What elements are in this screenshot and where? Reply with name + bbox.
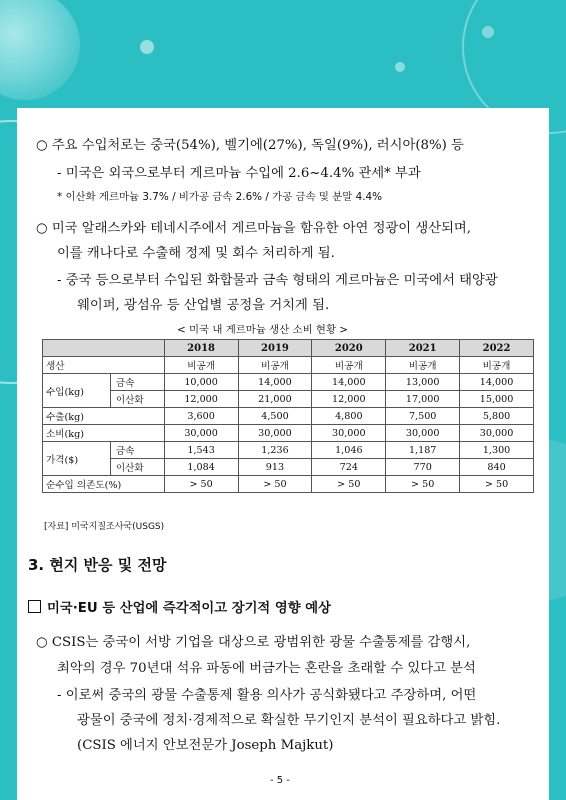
table-cell: 12,000 xyxy=(312,391,386,408)
row-sublabel: 금속 xyxy=(110,442,164,459)
globe-decoration xyxy=(0,0,80,100)
bullet-csis-cont: 최악의 경우 70년대 석유 파동에 버금가는 혼란을 초래할 수 있다고 분석 xyxy=(57,661,476,676)
table-cell: 비공개 xyxy=(164,357,238,374)
table-cell: 10,000 xyxy=(164,374,238,391)
table-cell: 30,000 xyxy=(164,425,238,442)
dot-decoration xyxy=(395,62,405,72)
document-page xyxy=(17,108,549,800)
bullet-claim-cont: 광물이 중국에 정치·경제적으로 확실한 무기인지 분석이 필요하다고 밝힘. xyxy=(77,713,501,728)
row-label: 순수입 의존도(%) xyxy=(43,476,165,493)
table-cell: 3,600 xyxy=(164,408,238,425)
bullet-processing: - 중국 등으로부터 수입된 화합물과 금속 형태의 게르마늄은 미국에서 태양광 xyxy=(57,273,498,288)
bullet-processing-cont: 웨이퍼, 광섬유 등 산업별 공정을 거치게 됨. xyxy=(77,298,330,313)
row-sublabel: 이산화 xyxy=(110,391,164,408)
table-row xyxy=(43,459,534,476)
row-label: 수입(kg) xyxy=(43,374,111,408)
table-header-row xyxy=(43,340,534,357)
header-blank xyxy=(43,340,165,357)
bullet-import-sources: ○ 주요 수입처로는 중국(54%), 벨기에(27%), 독일(9%), 러시아(8%) 등 xyxy=(36,138,464,153)
table-cell: 15,000 xyxy=(460,391,534,408)
table-cell: 4,800 xyxy=(312,408,386,425)
table-row xyxy=(43,425,534,442)
bullet-production: ○ 미국 알래스카와 테네시주에서 게르마늄을 함유한 아연 정광이 생산되며, xyxy=(36,221,471,236)
table-cell: 비공개 xyxy=(312,357,386,374)
table-cell: 비공개 xyxy=(460,357,534,374)
table-cell: 30,000 xyxy=(312,425,386,442)
section-heading: 3. 현지 반응 및 전망 xyxy=(28,556,167,574)
table-cell: > 50 xyxy=(460,476,534,493)
table-cell: 1,084 xyxy=(164,459,238,476)
table-cell: 724 xyxy=(312,459,386,476)
table-cell: 12,000 xyxy=(164,391,238,408)
table-cell: > 50 xyxy=(238,476,312,493)
row-sublabel: 금속 xyxy=(110,374,164,391)
table-cell: 7,500 xyxy=(386,408,460,425)
checkbox-square-icon xyxy=(28,600,41,613)
table-cell: 30,000 xyxy=(460,425,534,442)
table-caption: < 미국 내 게르마늄 생산 소비 현황 > xyxy=(177,324,349,336)
table-cell: 30,000 xyxy=(386,425,460,442)
table-cell: > 50 xyxy=(386,476,460,493)
table-cell: 1,236 xyxy=(238,442,312,459)
year-header: 2022 xyxy=(460,340,534,357)
table-row xyxy=(43,476,534,493)
table-cell: 17,000 xyxy=(386,391,460,408)
table-cell: 770 xyxy=(386,459,460,476)
table-cell: 비공개 xyxy=(238,357,312,374)
bullet-csis: ○ CSIS는 중국이 서방 기업을 대상으로 광범위한 광물 수출통제를 감행시, xyxy=(36,635,471,650)
subsection-heading-text: 미국·EU 등 산업에 즉각적이고 장기적 영향 예상 xyxy=(47,601,331,616)
subsection-heading xyxy=(28,597,331,616)
table-cell: 5,800 xyxy=(460,408,534,425)
table-cell: 1,543 xyxy=(164,442,238,459)
table-row xyxy=(43,442,534,459)
table-cell: 913 xyxy=(238,459,312,476)
table-cell: 1,187 xyxy=(386,442,460,459)
germanium-table xyxy=(42,339,534,493)
table-cell: > 50 xyxy=(164,476,238,493)
year-header: 2019 xyxy=(238,340,312,357)
table-cell: 14,000 xyxy=(238,374,312,391)
page-number: - 5 - xyxy=(270,775,290,786)
table-cell: 1,300 xyxy=(460,442,534,459)
year-header: 2021 xyxy=(386,340,460,357)
table-row xyxy=(43,391,534,408)
bullet-claim-attribution: (CSIS 에너지 안보전문가 Joseph Majkut) xyxy=(77,738,334,753)
row-label: 소비(kg) xyxy=(43,425,165,442)
dot-decoration xyxy=(140,40,154,54)
table-cell: 4,500 xyxy=(238,408,312,425)
table-cell: 14,000 xyxy=(460,374,534,391)
row-label: 가격($) xyxy=(43,442,111,476)
year-header: 2020 xyxy=(312,340,386,357)
table-cell: 21,000 xyxy=(238,391,312,408)
table-cell: 비공개 xyxy=(386,357,460,374)
table-cell: > 50 xyxy=(312,476,386,493)
table-source: [자료] 미국지질조사국(USGS) xyxy=(44,522,165,532)
row-sublabel: 이산화 xyxy=(110,459,164,476)
bullet-production-cont: 이를 캐나다로 수출해 정제 및 회수 처리하게 됨. xyxy=(57,246,335,261)
bullet-claim: - 이로써 중국의 광물 수출통제 활용 의사가 공식화됐다고 주장하며, 어떤 xyxy=(57,688,477,703)
table-row xyxy=(43,357,534,374)
table-cell: 840 xyxy=(460,459,534,476)
bullet-tariff: - 미국은 외국으로부터 게르마늄 수입에 2.6~4.4% 관세* 부과 xyxy=(57,166,421,181)
row-label: 생산 xyxy=(43,357,165,374)
table-cell: 1,046 xyxy=(312,442,386,459)
year-header: 2018 xyxy=(164,340,238,357)
table-cell: 13,000 xyxy=(386,374,460,391)
table-cell: 30,000 xyxy=(238,425,312,442)
table-row xyxy=(43,374,534,391)
table-row xyxy=(43,408,534,425)
dot-decoration xyxy=(482,26,494,38)
row-label: 수출(kg) xyxy=(43,408,165,425)
tariff-footnote: * 이산화 게르마늄 3.7% / 비가공 금속 2.6% / 가공 금속 및 분말 4.4% xyxy=(57,191,383,203)
table-cell: 14,000 xyxy=(312,374,386,391)
